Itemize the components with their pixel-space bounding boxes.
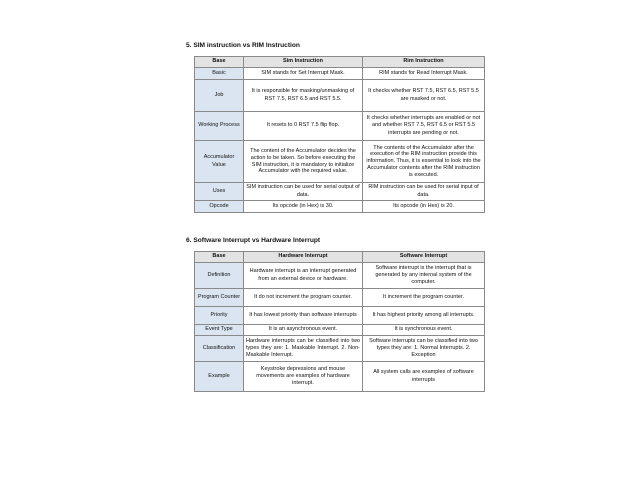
table-row [195, 289, 485, 307]
row-base-label: Example [195, 362, 244, 392]
hardware-cell: Hardware interrupt is an interrupt generated from an external device or hardware. [244, 263, 363, 289]
header-software: Software Interrupt [363, 252, 485, 263]
rim-cell: RIM stands for Read Interrupt Mask. [363, 68, 485, 80]
rim-cell: The contents of the Accumulator after the execution of the RIM instruction provide this information. Thus, it is essential to look into the Accumulator contents after the RIM instruction is executed. [363, 141, 485, 183]
header-hardware: Hardware Interrupt [244, 252, 363, 263]
header-base: Base [195, 57, 244, 68]
rim-cell: It checks whether RST 7.5, RST 6.5, RST 5.5 are masked or not. [363, 80, 485, 112]
row-base-label: Definition [195, 263, 244, 289]
table-header-row [195, 252, 485, 263]
table-row [195, 141, 485, 183]
sim-cell: Its opcode (in Hex) is 30. [244, 201, 363, 213]
software-cell: Software interrupts can be classified into two types they are: 1. Normal Interrupts. 2. Exception [363, 336, 485, 362]
row-base-label: Accumulator Value [195, 141, 244, 183]
table-row [195, 80, 485, 112]
hardware-cell: Keystroke depressions and mouse movements are examples of hardware interrupt. [244, 362, 363, 392]
hardware-cell: It is an asynchronous event. [244, 325, 363, 336]
row-base-label: Classification [195, 336, 244, 362]
software-cell: Software interrupt is the interrupt that is generated by any internal system of the computer. [363, 263, 485, 289]
hardware-cell: Hardware interrupts can be classified into two types they are: 1. Maskable Interrupt. 2. Non-Maskable Interrupt. [244, 336, 363, 362]
sim-cell: The content of the Accumulator decides the action to be taken. So before executing the SIM instruction, it is mandatory to initialize Accumulator with the required value. [244, 141, 363, 183]
software-hardware-table [194, 251, 485, 392]
section-1-title: 5. SIM instruction vs RIM Instruction [186, 42, 300, 49]
hardware-cell: It has lowest priority than software interrupts [244, 307, 363, 325]
table-header-row [195, 57, 485, 68]
table-row [195, 336, 485, 362]
header-sim: Sim Instruction [244, 57, 363, 68]
row-base-label: Working Process [195, 112, 244, 141]
row-base-label: Program Counter [195, 289, 244, 307]
row-base-label: Job [195, 80, 244, 112]
table-row [195, 68, 485, 80]
sim-cell: It resets to 0 RST 7.5 flip flop. [244, 112, 363, 141]
sim-cell: SIM instruction can be used for serial output of data. [244, 183, 363, 201]
table-row [195, 112, 485, 141]
row-base-label: Priority [195, 307, 244, 325]
table-row [195, 307, 485, 325]
section-2-title: 6. Software Interrupt vs Hardware Interrupt [186, 237, 321, 244]
header-rim: Rim Instruction [363, 57, 485, 68]
table-row [195, 183, 485, 201]
software-cell: It has highest priority among all interrupts. [363, 307, 485, 325]
rim-cell: It checks whether interrupts are enabled or not and whether RST 7.5, RST 6.5 or RST 5.5 interrupts are pending or not. [363, 112, 485, 141]
row-base-label: Basic [195, 68, 244, 80]
software-cell: It increment the program counter. [363, 289, 485, 307]
header-base: Base [195, 252, 244, 263]
hardware-cell: It do not increment the program counter. [244, 289, 363, 307]
sim-cell: It is responsible for masking/unmasking of RST 7.5, RST 6.5 and RST 5.5. [244, 80, 363, 112]
table-row [195, 325, 485, 336]
table-row [195, 263, 485, 289]
table-row [195, 362, 485, 392]
row-base-label: Uses [195, 183, 244, 201]
table-row [195, 201, 485, 213]
sim-rim-table [194, 56, 485, 213]
rim-cell: RIM instruction can be used for serial input of data. [363, 183, 485, 201]
software-cell: It is synchronous event. [363, 325, 485, 336]
software-cell: All system calls are examples of software interrupts [363, 362, 485, 392]
row-base-label: Event Type [195, 325, 244, 336]
rim-cell: Its opcode (in Hex) is 20. [363, 201, 485, 213]
sim-cell: SIM stands for Set Interrupt Mask. [244, 68, 363, 80]
row-base-label: Opcode [195, 201, 244, 213]
